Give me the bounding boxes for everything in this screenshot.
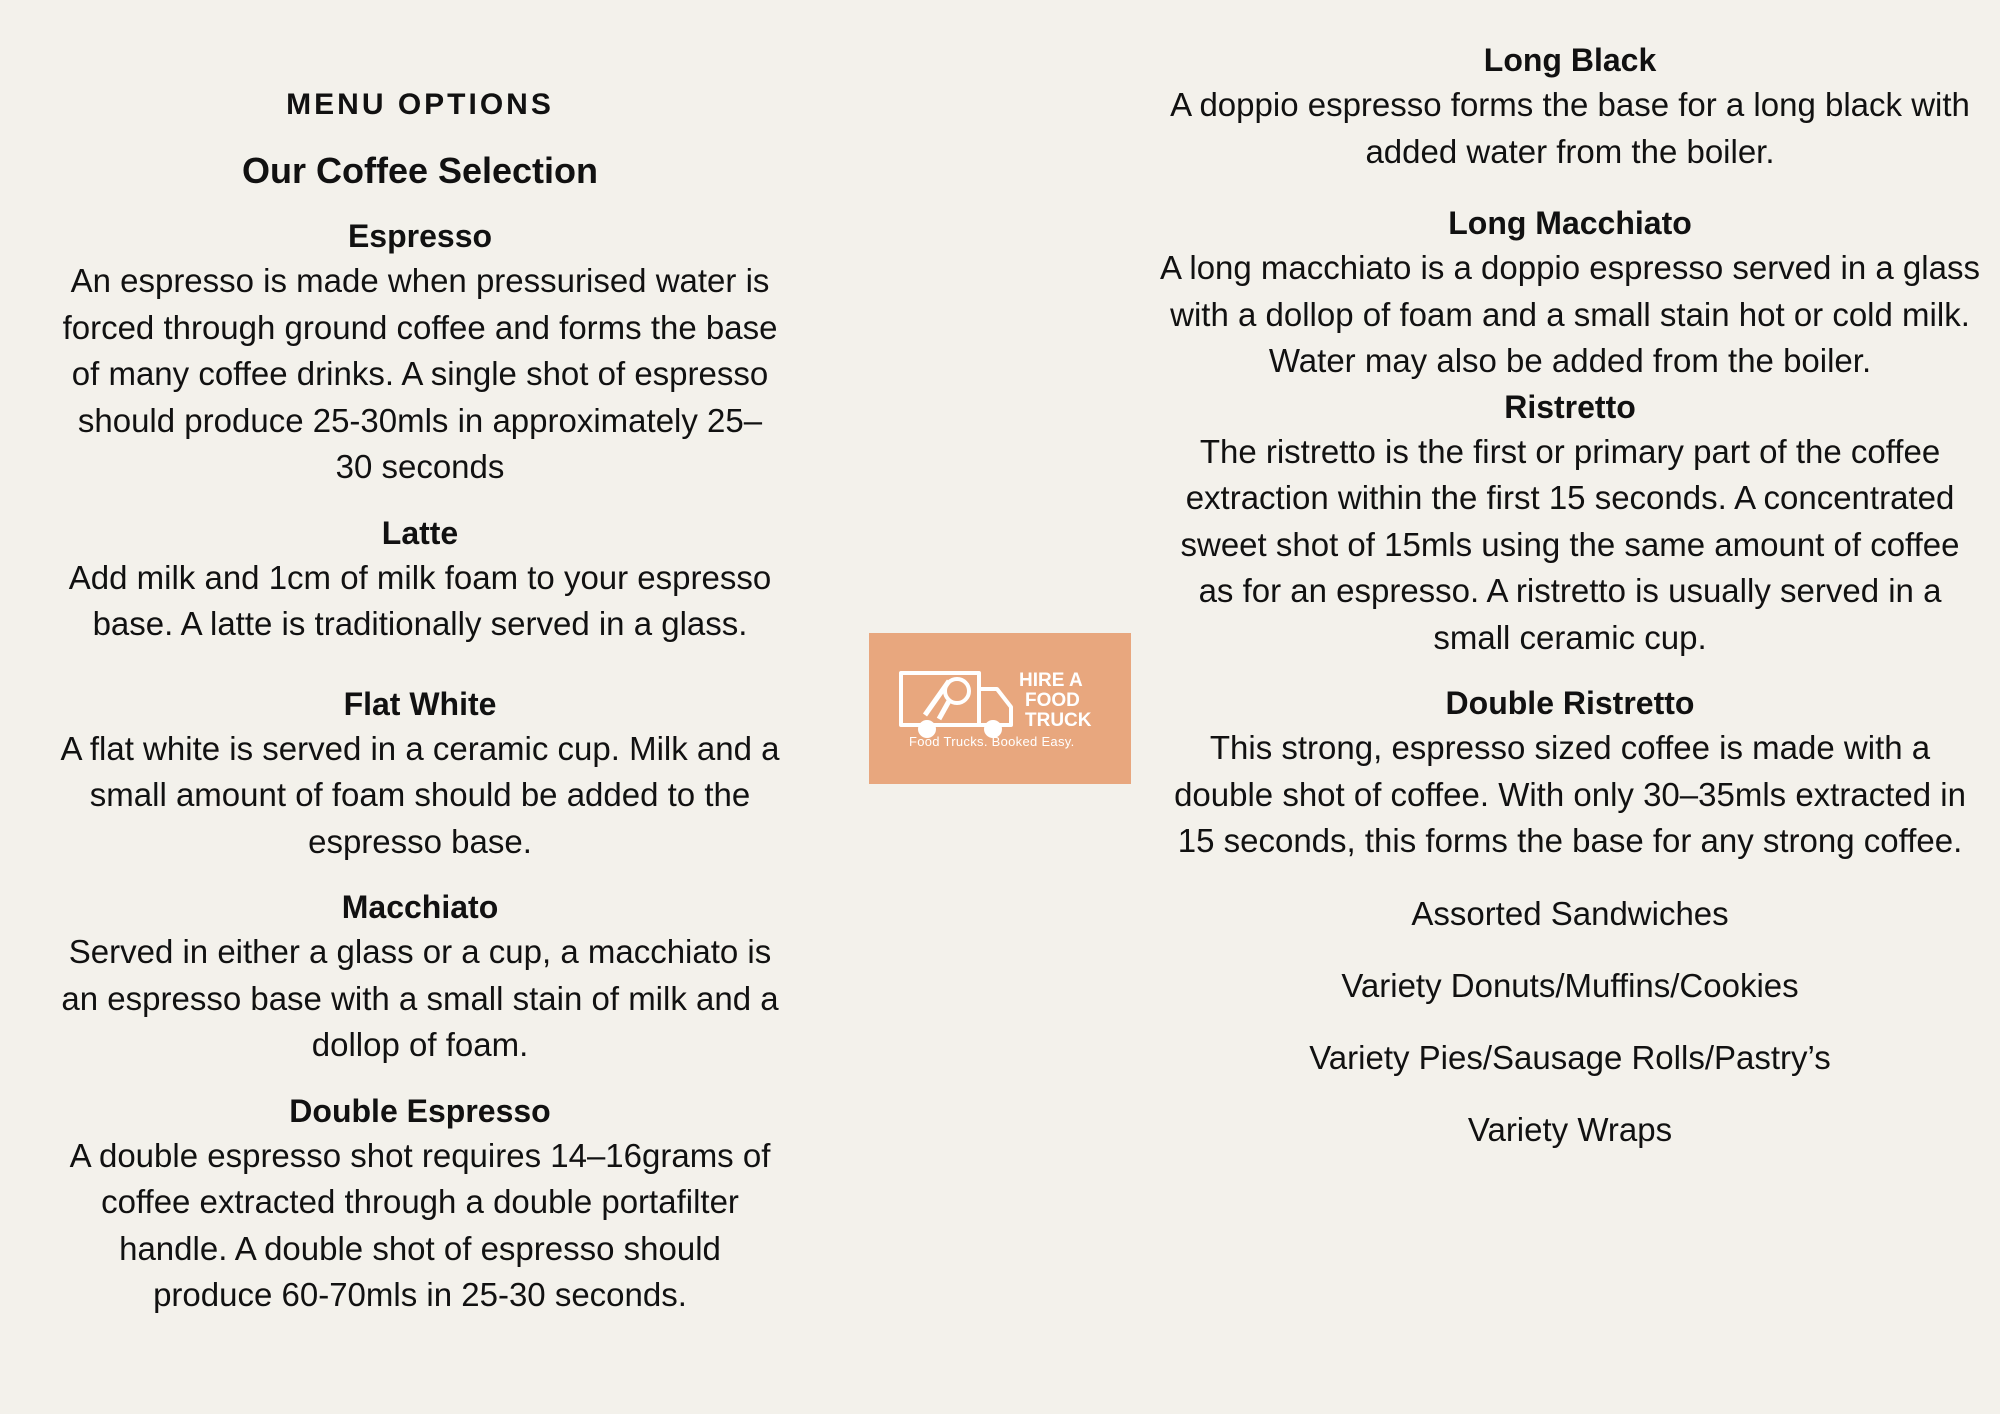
item-title: Macchiato — [341, 889, 499, 925]
item-title: Long Black — [1483, 42, 1657, 78]
hire-a-food-truck-logo — [869, 633, 1131, 784]
item-description: A double espresso shot requires 14–16grams of coffee extracted through a double portafilter handle. A double shot of espresso should produce 60-70mls in 25-30 seconds. — [69, 1136, 771, 1313]
item-title: Latte — [381, 514, 459, 551]
item-description: A doppio espresso forms the base for a long black with added water from the boiler. — [1170, 86, 1970, 170]
extra-item: Assorted Sandwiches — [1411, 894, 1729, 932]
item-description: The ristretto is the first or primary part of the coffee extraction within the first 15 seconds. A concentrated sweet shot of 15mls using the same amount of coffee as for an espresso. A ristretto is usually served in a small ceramic cup. — [1180, 432, 1960, 656]
item-description: Served in either a glass or a cup, a macchiato is an espresso base with a small stain of milk and a dollop of foam. — [61, 933, 779, 1063]
logo-line-2: FOOD — [1025, 690, 1080, 711]
item-description: A long macchiato is a doppio espresso served in a glass with a dollop of foam and a small stain hot or cold milk. Water may also be added from the boiler. — [1160, 249, 1980, 379]
menu-label: MENU OPTIONS — [286, 88, 554, 121]
menu-item-long-black — [1160, 38, 1980, 175]
item-description: This strong, espresso sized coffee is made with a double shot of coffee. With only 30–35mls extracted in 15 seconds, this forms the base for any strong coffee. — [1174, 729, 1966, 859]
logo-line-3: TRUCK — [1025, 710, 1092, 731]
extra-item: Variety Wraps — [1467, 1110, 1673, 1148]
menu-item-macchiato — [60, 885, 780, 1069]
logo-line-1: HIRE A — [1019, 670, 1083, 691]
item-description: A flat white is served in a ceramic cup. Milk and a small amount of foam should be added to the espresso base. — [60, 729, 780, 860]
section-title: Our Coffee Selection — [241, 150, 599, 191]
item-title: Espresso — [347, 218, 493, 254]
food-truck-icon — [869, 633, 1131, 784]
extra-item: Variety Donuts/Muffins/Cookies — [1341, 966, 1799, 1004]
item-title: Flat White — [343, 685, 497, 722]
logo-wordmark — [1019, 671, 1092, 731]
menu-item-ristretto — [1160, 385, 1980, 662]
item-title: Long Macchiato — [1448, 205, 1692, 241]
right-column — [1160, 38, 1980, 1153]
extra-item: Variety Pies/Sausage Rolls/Pastry’s — [1309, 1038, 1831, 1076]
menu-item-double-ristretto — [1160, 681, 1980, 865]
menu-item-long-macchiato — [1160, 201, 1980, 385]
item-title: Ristretto — [1504, 388, 1636, 425]
menu-item-latte — [60, 511, 780, 648]
item-title: Double Espresso — [289, 1092, 551, 1129]
item-description: An espresso is made when pressurised water is forced through ground coffee and forms the base of many coffee drinks. A single shot of espresso should produce 25-30mls in approximately 25–30 seconds — [62, 262, 778, 485]
item-title: Double Ristretto — [1445, 685, 1695, 721]
menu-item-flat-white — [60, 682, 780, 866]
logo-tagline: Food Trucks. Booked Easy. — [909, 734, 1075, 749]
left-column — [60, 88, 780, 1339]
menu-item-double-espresso — [60, 1089, 780, 1319]
item-description: Add milk and 1cm of milk foam to your espresso base. A latte is traditionally served in a glass. — [68, 558, 772, 642]
menu-item-espresso — [60, 214, 780, 491]
